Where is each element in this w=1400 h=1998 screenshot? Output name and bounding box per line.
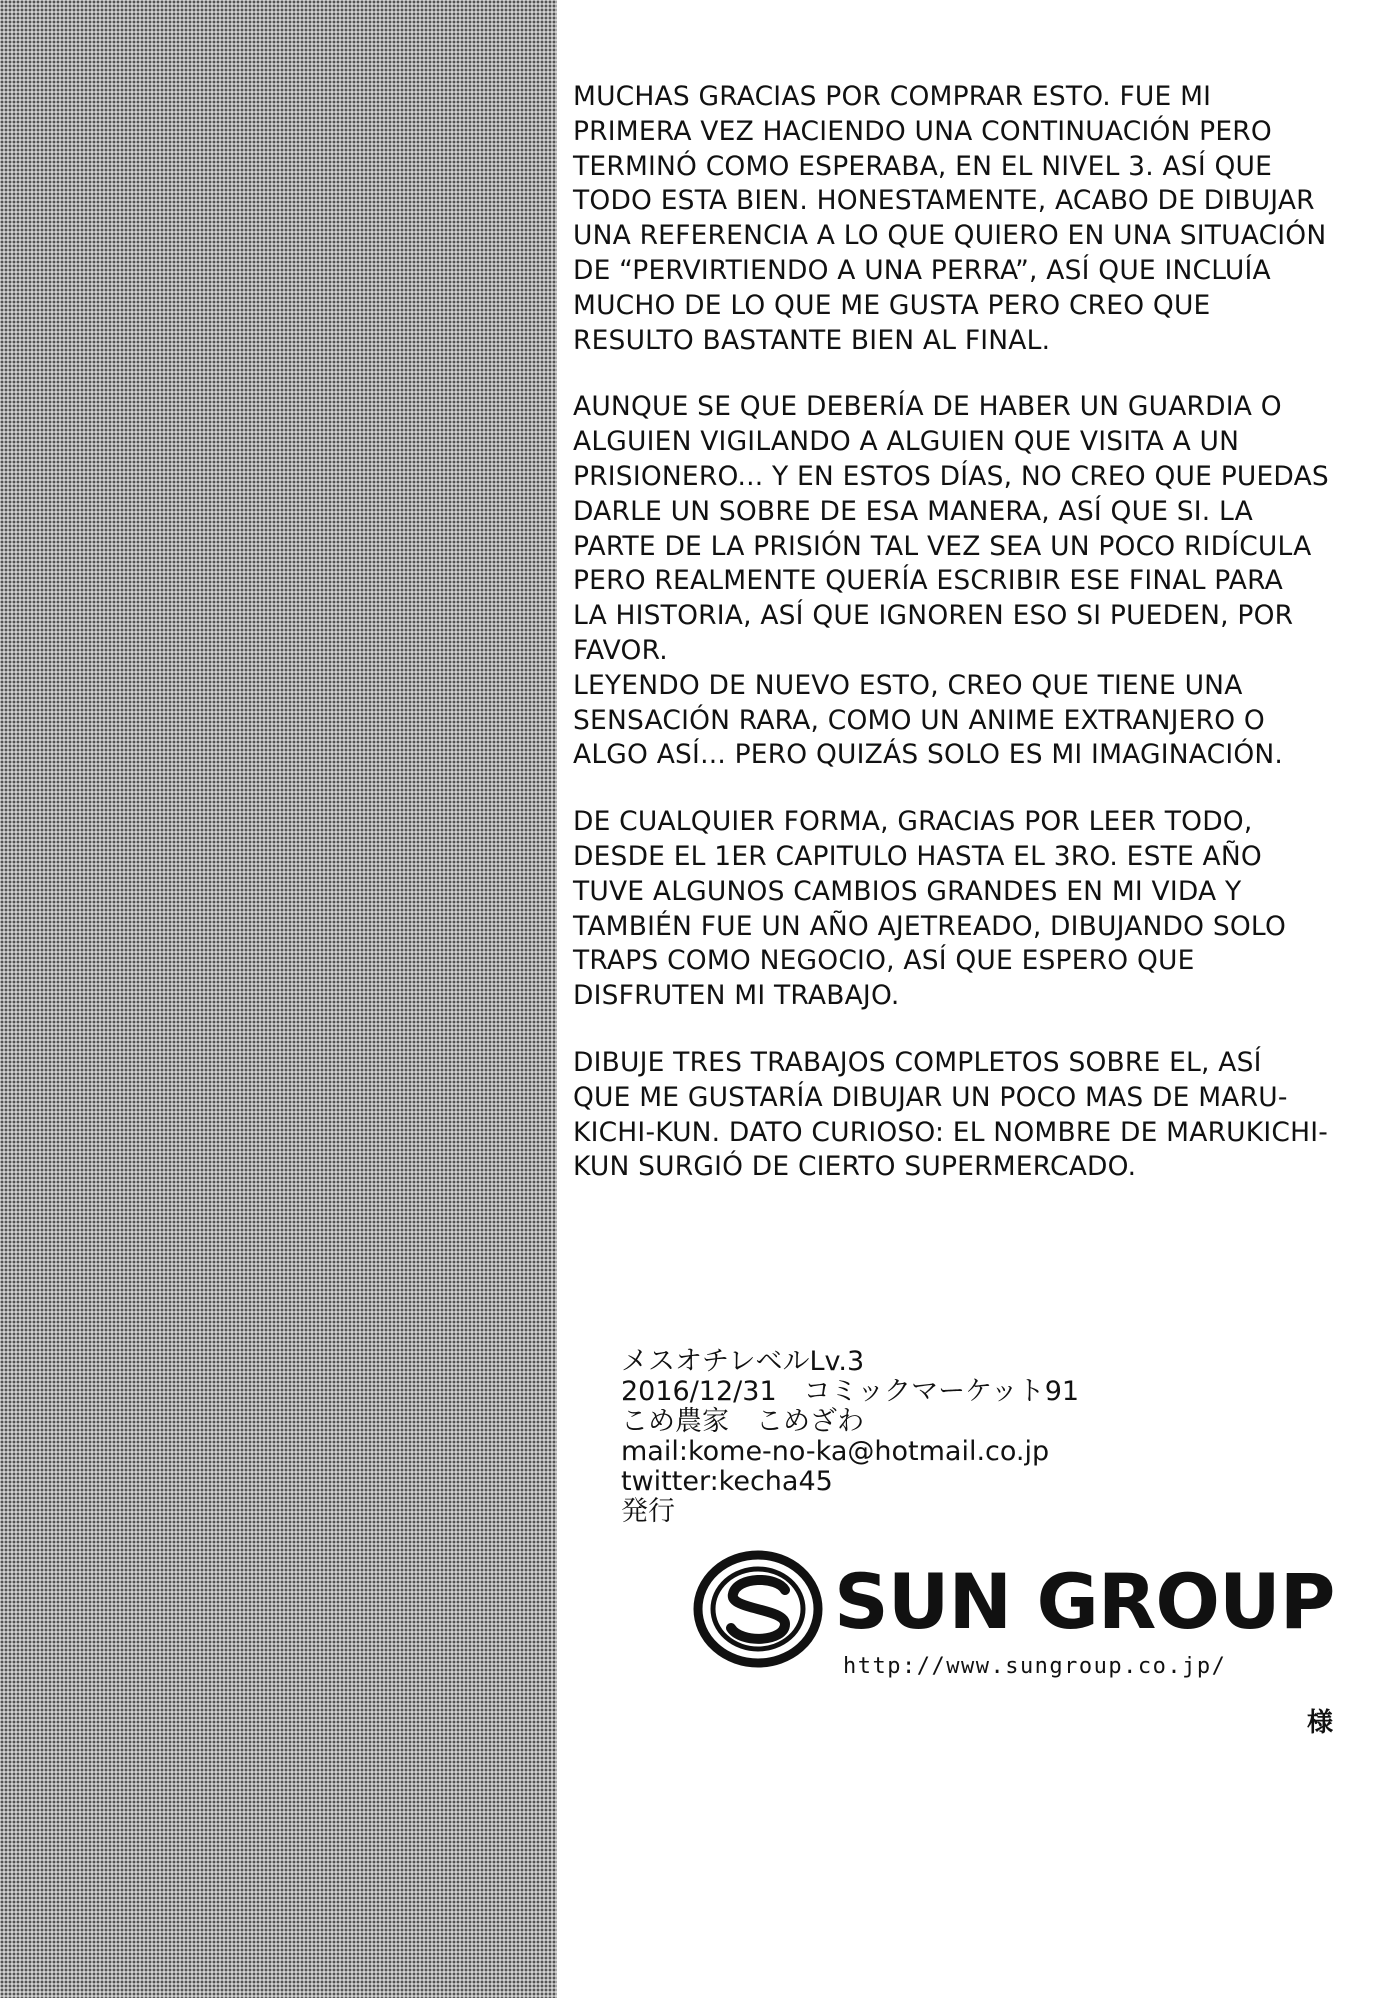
afterword-paragraph-2: AUNQUE SE QUE DEBERÍA DE HABER UN GUARDIA O ALGUIEN VIGILANDO A ALGUIEN QUE VISITA A UN PRISIONERO... Y EN ESTOS DÍAS, NO CREO QUE PUEDAS DARLE UN SOBRE DE ESA MANERA, ASÍ QUE SI. LA PARTE DE LA PRISIÓN TAL VEZ SEA UN POCO RIDÍCULA PERO REALMENTE QUERÍA ESCRIBIR ESE FINAL PARA LA HISTORIA, ASÍ QUE IGNOREN ESO SI PUEDEN, POR FAVOR.	[573, 391, 1329, 666]
afterword-paragraph-5: DIBUJE TRES TRABAJOS COMPLETOS SOBRE EL, ASÍ QUE ME GUSTARÍA DIBUJAR UN POCO MAS DE MARU- KICHI-KUN. DATO CURIOSO: EL NOMBRE DE MARUKICHI- KUN SURGIÓ DE CIERTO SUPERMERCADO.	[573, 1046, 1328, 1183]
sun-group-emblem-icon	[693, 1550, 823, 1668]
colophon-title: メスオチレベルLv.3	[621, 1346, 865, 1377]
afterword-paragraph-4: DE CUALQUIER FORMA, GRACIAS POR LEER TODO, DESDE EL 1ER CAPITULO HASTA EL 3RO. ESTE AÑO TUVE ALGUNOS CAMBIOS GRANDES EN MI VIDA Y TAMBIÉN FUE UN AÑO AJETREADO, DIBUJANDO SOLO TRAPS COMO NEGOCIO, ASÍ QUE ESPERO QUE DISFRUTEN MI TRABAJO.	[573, 806, 1287, 1012]
colophon-date-event: 2016/12/31 コミックマーケット91	[621, 1376, 1080, 1407]
printer-name: SUN GROUP	[834, 1557, 1335, 1646]
colophon	[621, 1347, 1221, 1527]
page-content	[573, 80, 1373, 1980]
afterword-text	[573, 80, 1373, 1217]
colophon-publisher-label: 発行	[621, 1496, 675, 1527]
honorific-mark: 様	[1307, 1708, 1334, 1738]
screentone-strip	[0, 0, 557, 1998]
afterword-paragraph-3: LEYENDO DE NUEVO ESTO, CREO QUE TIENE UNA SENSACIÓN RARA, COMO UN ANIME EXTRANJERO O ALGO ASÍ... PERO QUIZÁS SOLO ES MI IMAGINACIÓN.	[573, 669, 1284, 771]
colophon-mail: mail:kome-no-ka@hotmail.co.jp	[621, 1436, 1050, 1467]
printer-logo	[693, 1550, 1333, 1700]
printer-url: http://www.sungroup.co.jp/	[843, 1654, 1227, 1679]
colophon-twitter: twitter:kecha45	[621, 1466, 833, 1497]
colophon-circle-author: こめ農家 こめざわ	[621, 1406, 864, 1437]
afterword-paragraph-1: MUCHAS GRACIAS POR COMPRAR ESTO. FUE MI PRIMERA VEZ HACIENDO UNA CONTINUACIÓN PERO TERMINÓ COMO ESPERABA, EN EL NIVEL 3. ASÍ QUE TODO ESTA BIEN. HONESTAMENTE, ACABO DE DIBUJAR UNA REFERENCIA A LO QUE QUIERO EN UNA SITUACIÓN DE “PERVIRTIENDO A UNA PERRA”, ASÍ QUE INCLUÍA MUCHO DE LO QUE ME GUSTA PERO CREO QUE RESULTO BASTANTE BIEN AL FINAL.	[573, 81, 1327, 356]
